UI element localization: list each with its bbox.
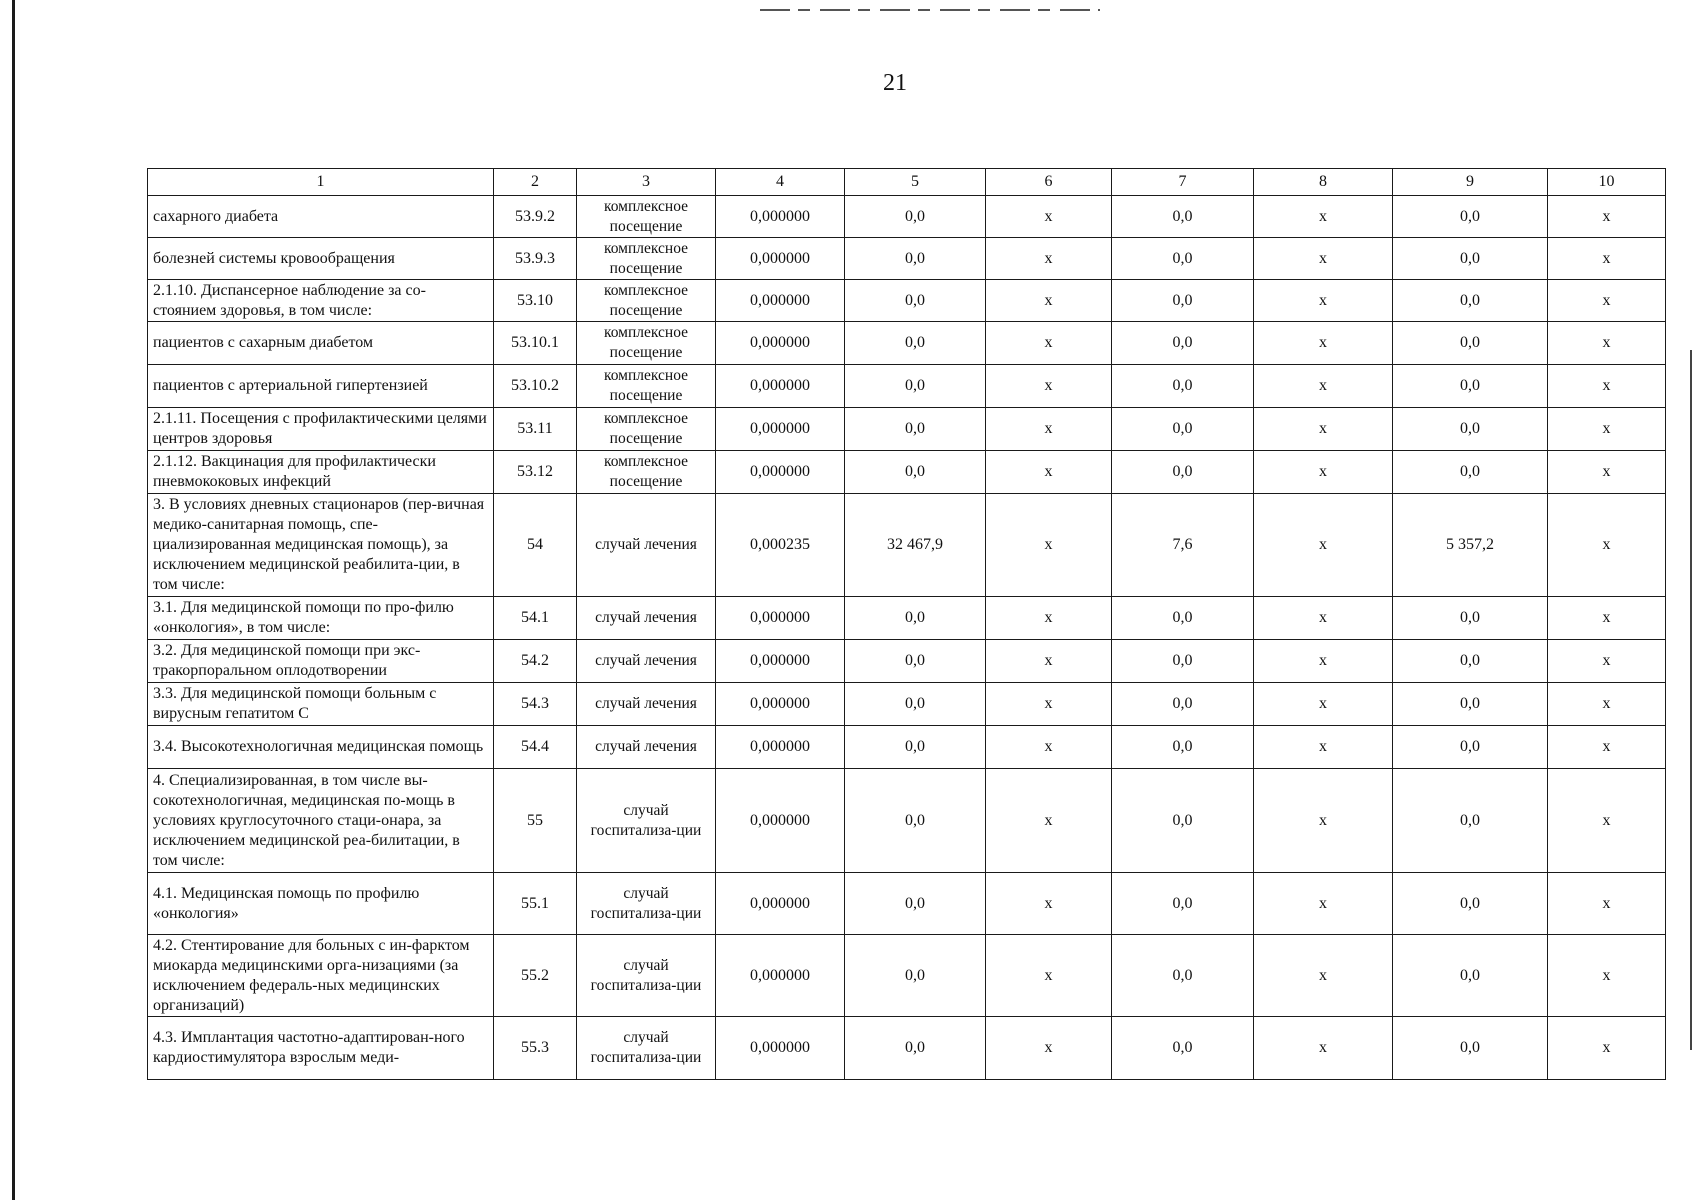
row-col9-cell: 0,0 bbox=[1393, 322, 1548, 365]
row-col7-cell: 7,6 bbox=[1112, 494, 1254, 597]
row-col4-cell: 0,000000 bbox=[716, 238, 845, 280]
row-col10-cell: х bbox=[1548, 597, 1666, 640]
row-col6-cell: х bbox=[986, 196, 1112, 238]
row-col6-cell: х bbox=[986, 408, 1112, 451]
row-col10-cell: х bbox=[1548, 1017, 1666, 1080]
header-row bbox=[148, 169, 1666, 196]
row-col5-cell: 0,0 bbox=[845, 683, 986, 726]
row-col6-cell: х bbox=[986, 1017, 1112, 1080]
row-name-cell: 2.1.11. Посещения с профилактическими целями центров здоровья bbox=[148, 408, 494, 451]
row-unit-cell: комплексное посещение bbox=[577, 196, 716, 238]
row-col6-cell: х bbox=[986, 935, 1112, 1017]
row-col5-cell: 32 467,9 bbox=[845, 494, 986, 597]
row-code-cell: 55.3 bbox=[494, 1017, 577, 1080]
row-col7-cell: 0,0 bbox=[1112, 280, 1254, 322]
table-row bbox=[148, 1017, 1666, 1080]
row-col10-cell: х bbox=[1548, 365, 1666, 408]
header-cell: 2 bbox=[494, 169, 577, 196]
row-name-cell: 3.4. Высокотехнологичная медицинская помощь bbox=[148, 726, 494, 769]
row-col7-cell: 0,0 bbox=[1112, 365, 1254, 408]
row-col4-cell: 0,000000 bbox=[716, 322, 845, 365]
row-col10-cell: х bbox=[1548, 408, 1666, 451]
row-col8-cell: х bbox=[1254, 726, 1393, 769]
row-col8-cell: х bbox=[1254, 640, 1393, 683]
table-row bbox=[148, 640, 1666, 683]
row-col4-cell: 0,000000 bbox=[716, 196, 845, 238]
table-row bbox=[148, 494, 1666, 597]
row-col7-cell: 0,0 bbox=[1112, 683, 1254, 726]
row-col7-cell: 0,0 bbox=[1112, 769, 1254, 873]
row-name-cell: 4.1. Медицинская помощь по профилю «онкология» bbox=[148, 873, 494, 935]
row-unit-cell: случай лечения bbox=[577, 494, 716, 597]
row-name-cell: болезней системы кровообращения bbox=[148, 238, 494, 280]
header-cell: 4 bbox=[716, 169, 845, 196]
row-col9-cell: 0,0 bbox=[1393, 408, 1548, 451]
row-col10-cell: х bbox=[1548, 451, 1666, 494]
row-col8-cell: х bbox=[1254, 683, 1393, 726]
row-unit-cell: случай госпитализа-ции bbox=[577, 769, 716, 873]
row-col5-cell: 0,0 bbox=[845, 640, 986, 683]
row-col10-cell: х bbox=[1548, 935, 1666, 1017]
row-name-cell: 3.3. Для медицинской помощи больным с вирусным гепатитом С bbox=[148, 683, 494, 726]
header-cell: 6 bbox=[986, 169, 1112, 196]
row-col4-cell: 0,000000 bbox=[716, 597, 845, 640]
table-row bbox=[148, 280, 1666, 322]
row-name-cell: 4.3. Имплантация частотно-адаптирован-ного кардиостимулятора взрослым меди- bbox=[148, 1017, 494, 1080]
row-col6-cell: х bbox=[986, 238, 1112, 280]
row-name-cell: 3.1. Для медицинской помощи по про-филю «онкология», в том числе: bbox=[148, 597, 494, 640]
row-col5-cell: 0,0 bbox=[845, 408, 986, 451]
row-name-cell: 3.2. Для медицинской помощи при экс-тракорпоральном оплодотворении bbox=[148, 640, 494, 683]
row-unit-cell: случай госпитализа-ции bbox=[577, 1017, 716, 1080]
scan-artifact-top bbox=[760, 9, 1100, 11]
row-name-cell: 4. Специализированная, в том числе вы-сокотехнологичная, медицинская по-мощь в условиях круглосуточного стаци-онара, за исключением медицинской реа-билитации, в том числе: bbox=[148, 769, 494, 873]
row-col10-cell: х bbox=[1548, 769, 1666, 873]
row-col8-cell: х bbox=[1254, 408, 1393, 451]
row-col10-cell: х bbox=[1548, 238, 1666, 280]
row-unit-cell: комплексное посещение bbox=[577, 238, 716, 280]
row-col10-cell: х bbox=[1548, 494, 1666, 597]
table-row bbox=[148, 597, 1666, 640]
row-col7-cell: 0,0 bbox=[1112, 408, 1254, 451]
row-col10-cell: х bbox=[1548, 683, 1666, 726]
row-col5-cell: 0,0 bbox=[845, 726, 986, 769]
row-col9-cell: 0,0 bbox=[1393, 238, 1548, 280]
row-col8-cell: х bbox=[1254, 873, 1393, 935]
row-col7-cell: 0,0 bbox=[1112, 726, 1254, 769]
row-col6-cell: х bbox=[986, 365, 1112, 408]
row-col4-cell: 0,000000 bbox=[716, 408, 845, 451]
row-col4-cell: 0,000000 bbox=[716, 683, 845, 726]
row-code-cell: 53.10 bbox=[494, 280, 577, 322]
row-col6-cell: х bbox=[986, 873, 1112, 935]
row-col7-cell: 0,0 bbox=[1112, 196, 1254, 238]
table-row bbox=[148, 196, 1666, 238]
row-col9-cell: 0,0 bbox=[1393, 726, 1548, 769]
table-row bbox=[148, 365, 1666, 408]
header-cell: 7 bbox=[1112, 169, 1254, 196]
row-col10-cell: х bbox=[1548, 873, 1666, 935]
row-col8-cell: х bbox=[1254, 451, 1393, 494]
row-unit-cell: комплексное посещение bbox=[577, 365, 716, 408]
row-col9-cell: 0,0 bbox=[1393, 873, 1548, 935]
row-code-cell: 53.9.2 bbox=[494, 196, 577, 238]
table-row bbox=[148, 408, 1666, 451]
header-cell: 3 bbox=[577, 169, 716, 196]
row-unit-cell: комплексное посещение bbox=[577, 280, 716, 322]
row-unit-cell: комплексное посещение bbox=[577, 322, 716, 365]
scan-edge-right bbox=[1690, 350, 1692, 1050]
row-col9-cell: 0,0 bbox=[1393, 935, 1548, 1017]
row-col5-cell: 0,0 bbox=[845, 238, 986, 280]
header-cell: 8 bbox=[1254, 169, 1393, 196]
row-code-cell: 55 bbox=[494, 769, 577, 873]
row-unit-cell: комплексное посещение bbox=[577, 408, 716, 451]
row-col5-cell: 0,0 bbox=[845, 873, 986, 935]
row-col7-cell: 0,0 bbox=[1112, 451, 1254, 494]
row-col8-cell: х bbox=[1254, 597, 1393, 640]
row-col9-cell: 5 357,2 bbox=[1393, 494, 1548, 597]
header-cell: 10 bbox=[1548, 169, 1666, 196]
row-col6-cell: х bbox=[986, 769, 1112, 873]
row-name-cell: 2.1.10. Диспансерное наблюдение за со-стоянием здоровья, в том числе: bbox=[148, 280, 494, 322]
table-row bbox=[148, 935, 1666, 1017]
row-code-cell: 54.4 bbox=[494, 726, 577, 769]
row-col8-cell: х bbox=[1254, 494, 1393, 597]
row-col9-cell: 0,0 bbox=[1393, 683, 1548, 726]
row-col9-cell: 0,0 bbox=[1393, 1017, 1548, 1080]
table-row bbox=[148, 873, 1666, 935]
row-col8-cell: х bbox=[1254, 935, 1393, 1017]
row-unit-cell: комплексное посещение bbox=[577, 451, 716, 494]
row-col5-cell: 0,0 bbox=[845, 196, 986, 238]
row-col4-cell: 0,000000 bbox=[716, 726, 845, 769]
row-col7-cell: 0,0 bbox=[1112, 238, 1254, 280]
row-code-cell: 54.2 bbox=[494, 640, 577, 683]
row-name-cell: пациентов с сахарным диабетом bbox=[148, 322, 494, 365]
row-col7-cell: 0,0 bbox=[1112, 597, 1254, 640]
row-code-cell: 53.10.1 bbox=[494, 322, 577, 365]
row-unit-cell: случай лечения bbox=[577, 726, 716, 769]
page-number: 21 bbox=[883, 70, 907, 96]
table-row bbox=[148, 451, 1666, 494]
row-code-cell: 53.9.3 bbox=[494, 238, 577, 280]
header-cell: 1 bbox=[148, 169, 494, 196]
table-row bbox=[148, 322, 1666, 365]
row-col9-cell: 0,0 bbox=[1393, 640, 1548, 683]
table-row bbox=[148, 726, 1666, 769]
row-col9-cell: 0,0 bbox=[1393, 280, 1548, 322]
row-col4-cell: 0,000235 bbox=[716, 494, 845, 597]
row-col6-cell: х bbox=[986, 640, 1112, 683]
row-code-cell: 53.11 bbox=[494, 408, 577, 451]
row-col6-cell: х bbox=[986, 683, 1112, 726]
row-col4-cell: 0,000000 bbox=[716, 640, 845, 683]
row-col8-cell: х bbox=[1254, 280, 1393, 322]
row-col10-cell: х bbox=[1548, 196, 1666, 238]
row-name-cell: сахарного диабета bbox=[148, 196, 494, 238]
row-col6-cell: х bbox=[986, 597, 1112, 640]
row-col5-cell: 0,0 bbox=[845, 769, 986, 873]
row-col10-cell: х bbox=[1548, 322, 1666, 365]
table-row bbox=[148, 683, 1666, 726]
row-col6-cell: х bbox=[986, 280, 1112, 322]
row-col4-cell: 0,000000 bbox=[716, 873, 845, 935]
row-code-cell: 53.10.2 bbox=[494, 365, 577, 408]
row-unit-cell: случай госпитализа-ции bbox=[577, 935, 716, 1017]
row-col7-cell: 0,0 bbox=[1112, 935, 1254, 1017]
row-name-cell: 2.1.12. Вакцинация для профилактически пневмококовых инфекций bbox=[148, 451, 494, 494]
table-row bbox=[148, 238, 1666, 280]
row-unit-cell: случай госпитализа-ции bbox=[577, 873, 716, 935]
row-col4-cell: 0,000000 bbox=[716, 1017, 845, 1080]
row-code-cell: 53.12 bbox=[494, 451, 577, 494]
row-col6-cell: х bbox=[986, 494, 1112, 597]
header-cell: 9 bbox=[1393, 169, 1548, 196]
row-col5-cell: 0,0 bbox=[845, 935, 986, 1017]
row-col6-cell: х bbox=[986, 451, 1112, 494]
row-col9-cell: 0,0 bbox=[1393, 769, 1548, 873]
row-name-cell: 4.2. Стентирование для больных с ин-фарктом миокарда медицинскими орга-низациями (за исключением федераль-ных медицинских организаций) bbox=[148, 935, 494, 1017]
row-unit-cell: случай лечения bbox=[577, 683, 716, 726]
row-code-cell: 54.3 bbox=[494, 683, 577, 726]
row-col8-cell: х bbox=[1254, 238, 1393, 280]
row-unit-cell: случай лечения bbox=[577, 640, 716, 683]
row-col8-cell: х bbox=[1254, 196, 1393, 238]
row-col7-cell: 0,0 bbox=[1112, 873, 1254, 935]
row-col8-cell: х bbox=[1254, 322, 1393, 365]
row-col5-cell: 0,0 bbox=[845, 365, 986, 408]
row-col5-cell: 0,0 bbox=[845, 597, 986, 640]
row-col5-cell: 0,0 bbox=[845, 451, 986, 494]
row-code-cell: 55.2 bbox=[494, 935, 577, 1017]
scan-edge-left bbox=[12, 0, 15, 1200]
row-col8-cell: х bbox=[1254, 1017, 1393, 1080]
row-col7-cell: 0,0 bbox=[1112, 1017, 1254, 1080]
row-col9-cell: 0,0 bbox=[1393, 196, 1548, 238]
row-col8-cell: х bbox=[1254, 365, 1393, 408]
row-name-cell: 3. В условиях дневных стационаров (пер-вичная медико-санитарная помощь, спе-циализированная медицинская помощь), за исключением медицинской реабилита-ции, в том числе: bbox=[148, 494, 494, 597]
row-col4-cell: 0,000000 bbox=[716, 365, 845, 408]
row-unit-cell: случай лечения bbox=[577, 597, 716, 640]
row-col6-cell: х bbox=[986, 322, 1112, 365]
row-code-cell: 54.1 bbox=[494, 597, 577, 640]
row-col9-cell: 0,0 bbox=[1393, 365, 1548, 408]
row-col8-cell: х bbox=[1254, 769, 1393, 873]
header-cell: 5 bbox=[845, 169, 986, 196]
row-col4-cell: 0,000000 bbox=[716, 280, 845, 322]
row-code-cell: 54 bbox=[494, 494, 577, 597]
table-row bbox=[148, 769, 1666, 873]
row-col4-cell: 0,000000 bbox=[716, 451, 845, 494]
row-code-cell: 55.1 bbox=[494, 873, 577, 935]
row-col10-cell: х bbox=[1548, 640, 1666, 683]
row-col5-cell: 0,0 bbox=[845, 280, 986, 322]
row-col5-cell: 0,0 bbox=[845, 1017, 986, 1080]
row-col4-cell: 0,000000 bbox=[716, 935, 845, 1017]
row-name-cell: пациентов с артериальной гипертензией bbox=[148, 365, 494, 408]
row-col6-cell: х bbox=[986, 726, 1112, 769]
row-col7-cell: 0,0 bbox=[1112, 640, 1254, 683]
row-col10-cell: х bbox=[1548, 280, 1666, 322]
data-table bbox=[147, 168, 1666, 1080]
row-col5-cell: 0,0 bbox=[845, 322, 986, 365]
row-col4-cell: 0,000000 bbox=[716, 769, 845, 873]
row-col10-cell: х bbox=[1548, 726, 1666, 769]
row-col9-cell: 0,0 bbox=[1393, 451, 1548, 494]
row-col7-cell: 0,0 bbox=[1112, 322, 1254, 365]
row-col9-cell: 0,0 bbox=[1393, 597, 1548, 640]
